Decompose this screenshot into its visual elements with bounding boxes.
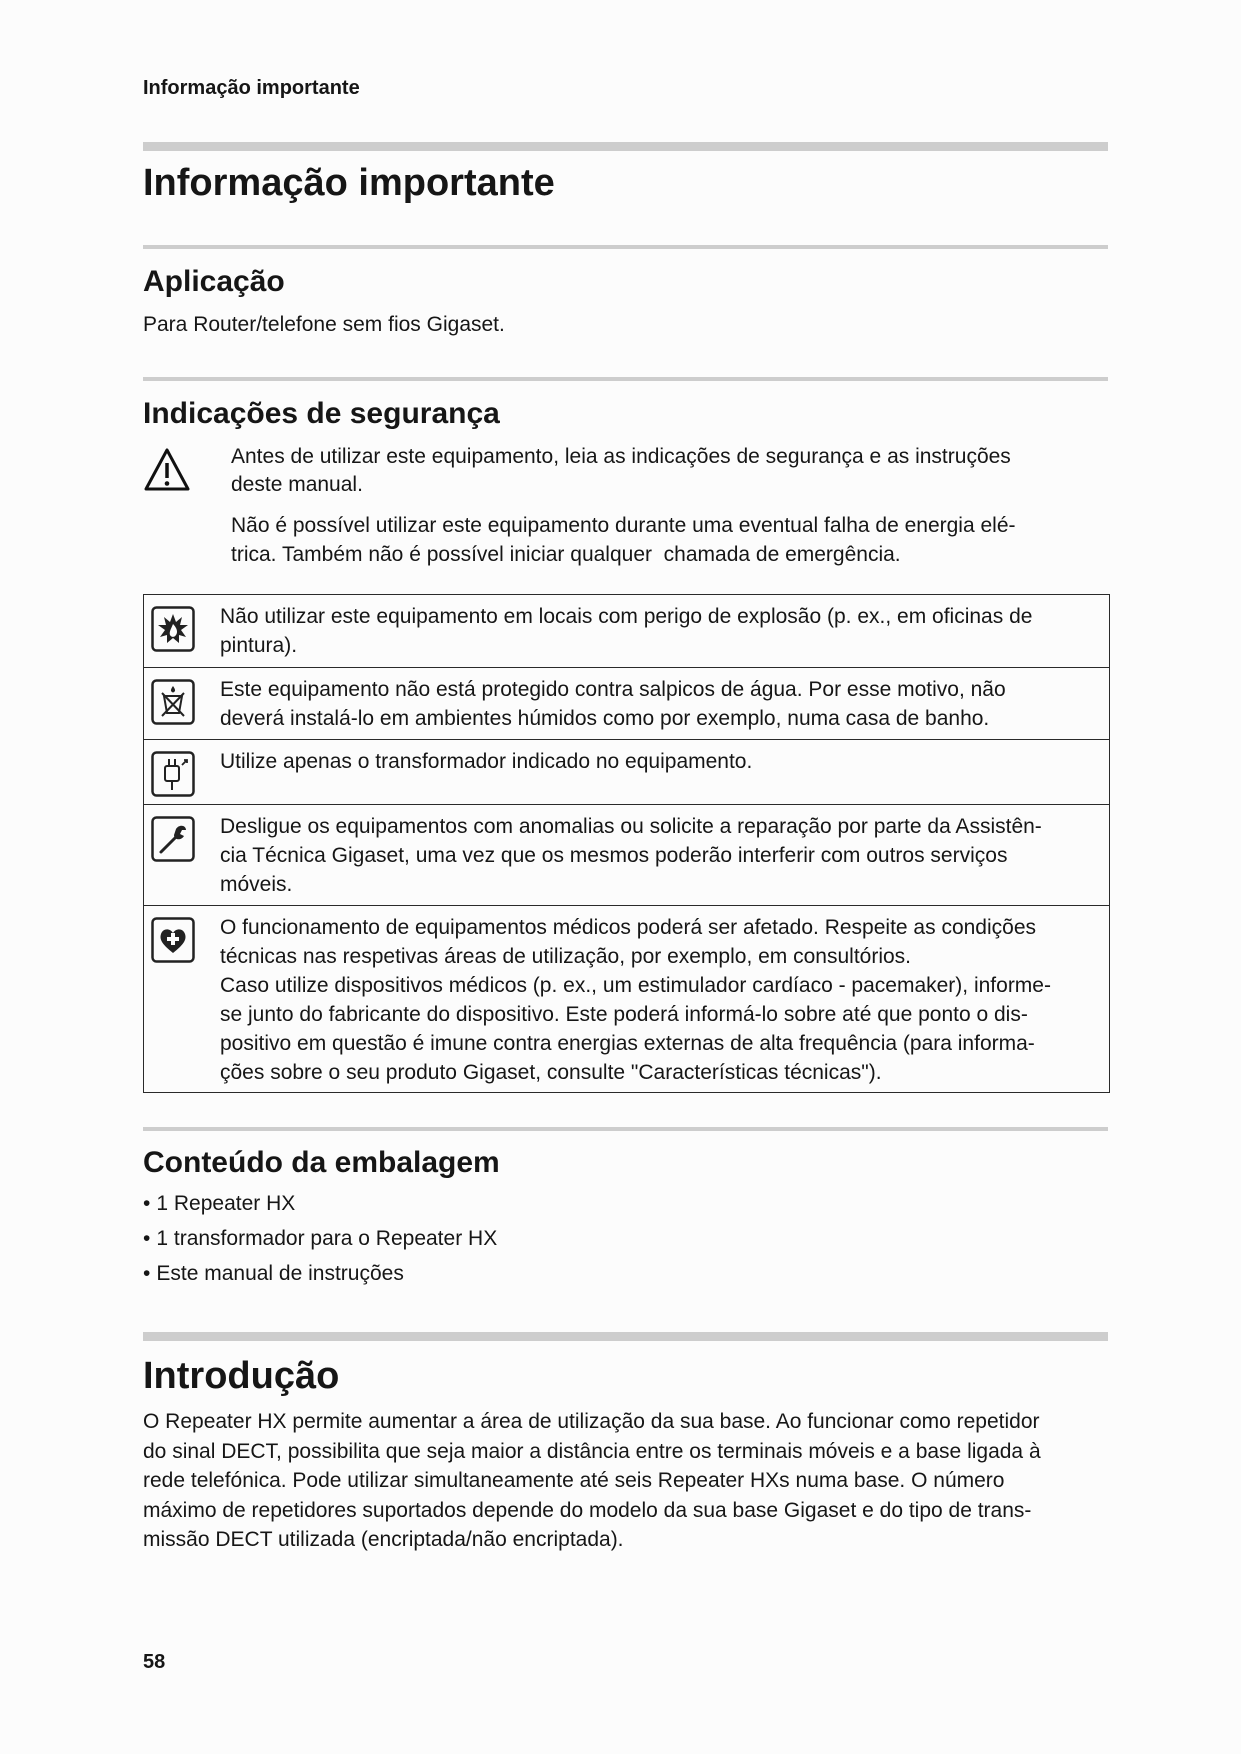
medical-heart-icon [151,917,195,963]
list-item [143,1186,1108,1221]
text-line: O Repeater HX permite aumentar a área de utilização da sua base. Ao funcionar como repetidor [143,1410,1040,1433]
list-item-text: 1 Repeater HX [156,1192,296,1215]
section-heading-aplicacao: Aplicação [143,265,285,298]
section-rule [143,1332,1108,1341]
list-item-text: 1 transformador para o Repeater HX [156,1227,498,1250]
safety-table [143,594,1110,1093]
safety-row [144,740,1109,805]
section-rule [143,1127,1108,1131]
text-line: trica. Também não é possível iniciar qualquer chamada de emergência. [231,543,901,566]
safety-row-text [220,747,1103,776]
safety-row-text [220,913,1103,1087]
safety-row [144,668,1109,740]
section-heading-conteudo: Conteúdo da embalagem [143,1146,500,1179]
list-item-text: Este manual de instruções [156,1262,404,1285]
section-title-introducao: Introdução [143,1355,340,1397]
bullet: • [143,1227,151,1250]
text-line: Desligue os equipamentos com anomalias ou solicite a reparação por parte da Assistên- [220,815,1042,838]
safety-row [144,595,1109,668]
safety-row-text [220,602,1103,660]
text-line: deste manual. [231,473,363,496]
safety-row-text [220,675,1103,733]
text-line: Antes de utilizar este equipamento, leia as indicações de segurança e as instruções [231,445,1011,468]
text-line: Caso utilize dispositivos médicos (p. ex., um estimulador cardíaco - pacemaker), informe- [220,974,1051,997]
section-rule [143,245,1108,249]
safety-row [144,906,1109,1092]
introducao-paragraph [143,1407,1108,1555]
text-line: móveis. [220,873,293,896]
bullet: • [143,1262,151,1285]
text-line: pintura). [220,634,298,657]
text-line: máximo de repetidores suportados depende do modelo da sua base Gigaset e do tipo de trans- [143,1498,1032,1522]
text-line: O funcionamento de equipamentos médicos poderá ser afetado. Respeite as condições [220,916,1037,939]
text-line: Não utilizar este equipamento em locais com perigo de explosão (p. ex., em oficinas de [220,605,1033,628]
text-line: Este equipamento não está protegido contra salpicos de água. Por esse motivo, não [220,678,1006,701]
running-header: Informação importante [143,77,360,99]
text-line: ções sobre o seu produto Gigaset, consulte "Características técnicas"). [220,1061,882,1084]
list-item [143,1221,1108,1256]
text-line: do sinal DECT, possibilita que seja maior a distância entre os terminais móveis e a base ligada à [143,1439,1041,1463]
aplicacao-text-block [143,310,1108,339]
safety-paragraph [231,511,1108,569]
text-line: técnicas nas respetivas áreas de utilização, por exemplo, em consultórios. [220,945,912,968]
bullet: • [143,1192,151,1215]
text-line: missão DECT utilizada (encriptada/não encriptada). [143,1528,624,1551]
safety-row [144,805,1109,906]
wrench-icon [151,816,195,862]
list-item [143,1256,1108,1291]
warning-triangle-icon [143,446,191,494]
safety-paragraph [231,443,1108,499]
power-adapter-icon [151,751,195,797]
package-contents-list [143,1186,1108,1291]
text-line: positivo em questão é imune contra energias externas de alta frequência (para informa- [220,1032,1035,1055]
text-line: rede telefónica. Pode utilizar simultaneamente até seis Repeater HXs numa base. O número [143,1469,1005,1492]
no-water-splash-icon [151,679,195,725]
text-line: Utilize apenas o transformador indicado no equipamento. [220,750,753,773]
page-title: Informação importante [143,162,555,204]
section-rule [143,142,1108,151]
aplicacao-text: Para Router/telefone sem fios Gigaset. [143,313,505,336]
section-heading-seguranca: Indicações de segurança [143,397,500,430]
safety-row-text [220,812,1103,899]
page-number: 58 [143,1651,166,1673]
text-line: Não é possível utilizar este equipamento durante uma eventual falha de energia elé- [231,514,1016,537]
section-rule [143,377,1108,381]
text-line: se junto do fabricante do dispositivo. Este poderá informá-lo sobre até que ponto o dis- [220,1003,1028,1026]
text-line: cia Técnica Gigaset, uma vez que os mesmos poderão interferir com outros serviços [220,844,1008,867]
text-line: deverá instalá-lo em ambientes húmidos como por exemplo, numa casa de banho. [220,707,990,730]
explosion-hazard-icon [151,606,195,652]
